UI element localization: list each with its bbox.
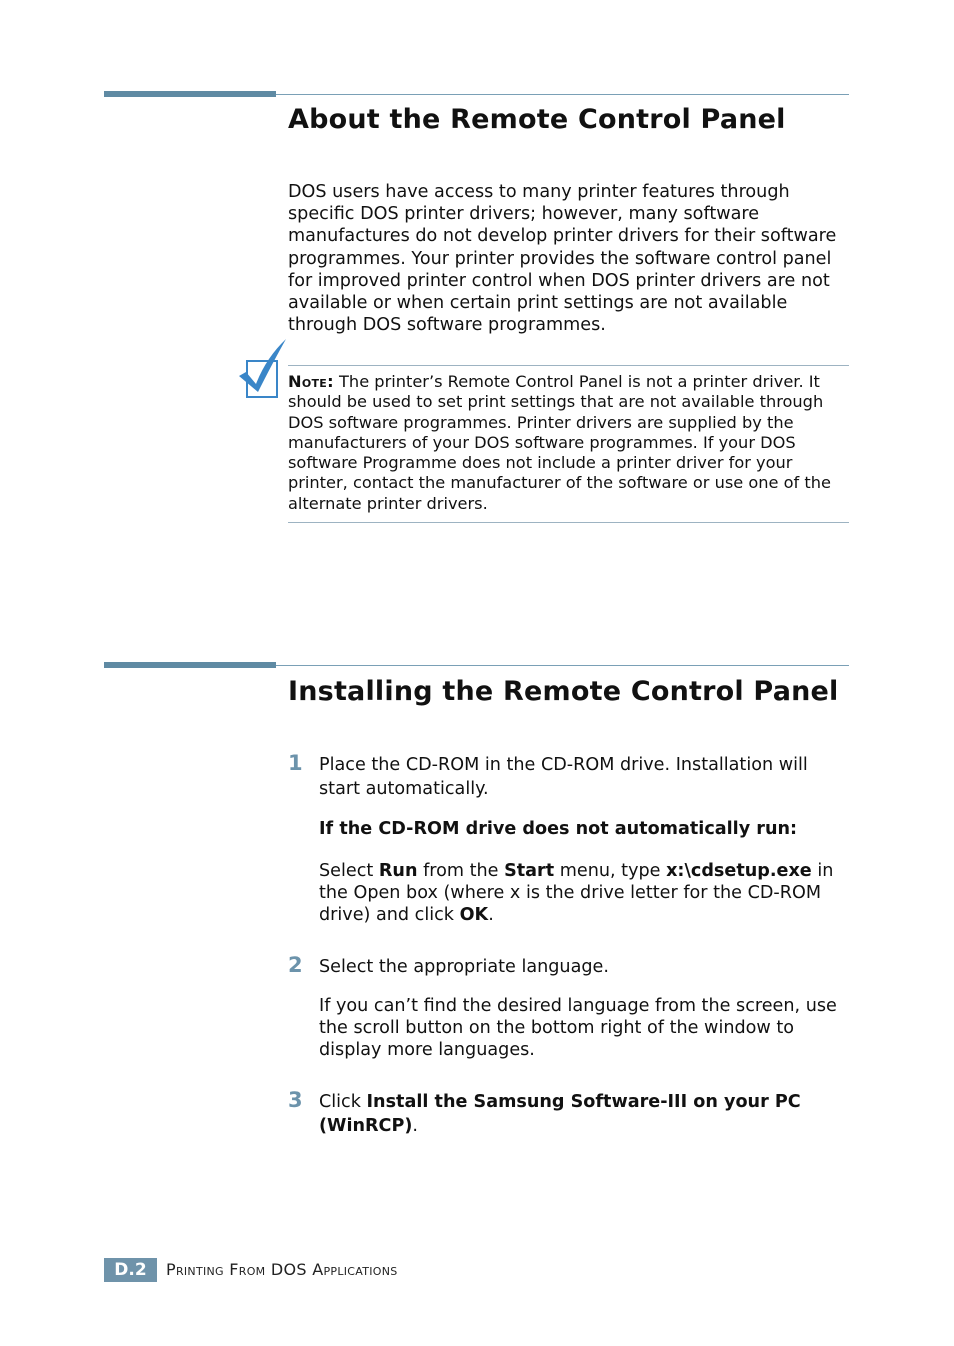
section-title-about: About the Remote Control Panel xyxy=(288,104,786,135)
note-block xyxy=(288,372,850,514)
note-label: Note: xyxy=(288,372,334,391)
note-bottom-rule xyxy=(288,522,849,523)
step-text: Select the appropriate language. xyxy=(319,957,609,977)
section-title-installing: Installing the Remote Control Panel xyxy=(288,676,839,707)
page-number-badge: D.2 xyxy=(104,1258,157,1282)
note-top-rule xyxy=(288,365,849,366)
step-text: Click Install the Samsung Software-III on your PC (WinRCP). xyxy=(319,1092,801,1136)
step-number: 3 xyxy=(288,1088,303,1112)
step-detail: If you can’t find the desired language from the screen, use the scroll button on the bottom right of the window to display more languages. xyxy=(319,996,837,1060)
section-divider-thick xyxy=(104,91,276,97)
about-paragraph: DOS users have access to many printer features through specific DOS printer drivers; however, many software manufactures do not develop printer drivers for their software programmes. Your printer provides the software control panel for improved printer control when DOS printer drivers are not available or when certain print settings are not available through DOS software programmes. xyxy=(288,182,837,336)
footer-chapter-title: Printing From DOS Applications xyxy=(166,1260,398,1279)
note-check-icon xyxy=(236,336,290,400)
section-divider-thick xyxy=(104,662,276,668)
step-text: Place the CD-ROM in the CD-ROM drive. Installation will start automatically. xyxy=(319,755,808,799)
step-number: 1 xyxy=(288,751,303,775)
section-divider-thin xyxy=(276,94,849,95)
step-detail: Select Run from the Start menu, type x:\cdsetup.exe in the Open box (where x is the drive letter for the CD-ROM drive) and click OK. xyxy=(319,861,834,925)
step-subheading: If the CD-ROM drive does not automatically run: xyxy=(319,819,798,839)
step-number: 2 xyxy=(288,953,303,977)
section-divider-thin xyxy=(276,665,849,666)
note-text: The printer’s Remote Control Panel is not a printer driver. It should be used to set print settings that are not available through DOS software programmes. Printer drivers are supplied by the manufacturers of your DOS software programmes. If your DOS software Programme does not include a printer driver for your printer, contact the manufacturer of the software or use one of the alternate printer drivers. xyxy=(288,372,831,513)
